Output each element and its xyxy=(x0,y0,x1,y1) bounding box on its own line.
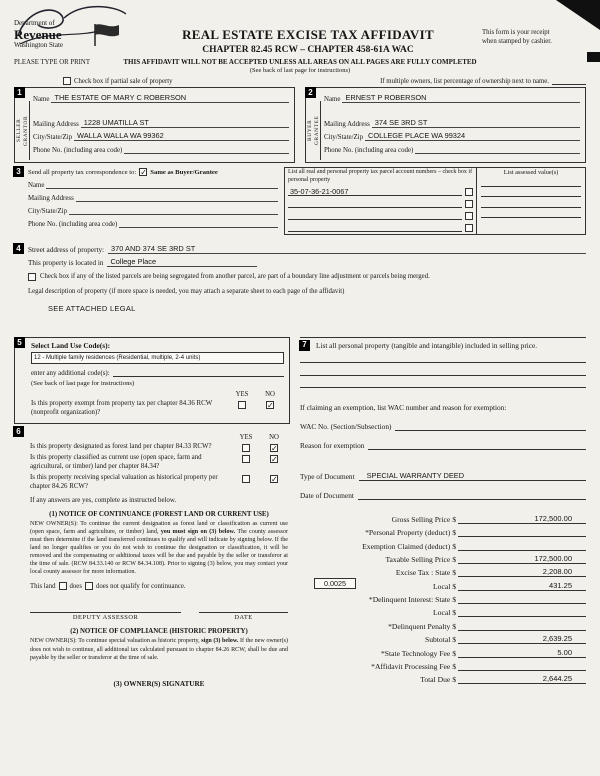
assessed-value-field-1[interactable] xyxy=(481,176,581,187)
receipt-line-1: This form is your receipt xyxy=(482,29,550,36)
multiple-owners-note: If multiple owners, list percentage of ownership next to name. xyxy=(380,77,549,85)
lower-columns xyxy=(14,337,586,688)
document-date-label: Date of Document xyxy=(300,491,354,501)
money-row-label: Local $ xyxy=(433,581,456,591)
wac-number-field[interactable] xyxy=(395,421,586,431)
street-address-label: Street address of property: xyxy=(28,246,105,254)
buyer-name-label: Name xyxy=(324,96,341,103)
parcel-number-field-3[interactable] xyxy=(288,211,462,221)
seller-csz-value: WALLA WALLA WA 99362 xyxy=(74,131,289,141)
historic-no-checkbox[interactable]: ✓ xyxy=(271,474,278,484)
partial-sale-row xyxy=(14,77,586,85)
yes-header: YES xyxy=(235,391,249,398)
same-as-buyer-label: Same as Buyer/Grantee xyxy=(150,168,218,176)
seller-address-label: Mailing Address xyxy=(33,121,79,128)
partial-sale-label: Check box if partial sale of property xyxy=(74,77,173,85)
section-7-number: 7 xyxy=(299,340,310,351)
money-row xyxy=(300,537,586,550)
left-column xyxy=(14,337,290,688)
money-row-value: 172,500.00 xyxy=(458,513,586,524)
money-row xyxy=(300,671,586,684)
money-row-value[interactable] xyxy=(458,526,586,537)
parcel-column xyxy=(285,168,477,234)
land-use-code-field[interactable]: 12 - Multiple family residences (Residential, multiple, 2-4 units) xyxy=(31,352,284,364)
correspondence-address-field[interactable] xyxy=(76,192,278,202)
money-row xyxy=(300,524,586,537)
deputy-assessor-label: DEPUTY ASSESSOR xyxy=(72,614,139,622)
document-date-field[interactable] xyxy=(358,490,586,500)
section-1-number: 1 xyxy=(14,87,25,98)
section-5-number: 5 xyxy=(14,337,25,348)
money-row-label: Excise Tax : State $ xyxy=(395,568,456,578)
buyer-phone-field[interactable] xyxy=(415,144,580,154)
segregated-checkbox[interactable] xyxy=(28,273,36,281)
does-not-qualify-checkbox[interactable] xyxy=(85,582,93,590)
notice-continuance-body: NEW OWNER(S): To continue the current designation as forest land or classification as current use (open space, farm and agriculture, or timber) land, you must sign on (3) below. The county assessor must then determine if the land transferred continues to qualify and will indicate by signing below. If the land no longer qualifies or you do not wish to continue the designation or classification, it will be removed and the compensating or additional taxes will be due and payable by the seller or transferor at the time of sale. (RCW 84.33.140 or RCW 84.34.108). Prior to signing (3) below, you may contact your local county assessor for more information. xyxy=(30,520,289,576)
this-land-label: This land xyxy=(30,582,56,590)
buyer-csz-value: COLLEGE PLACE WA 99324 xyxy=(365,131,580,141)
money-row xyxy=(300,564,586,577)
wac-number-label: WAC No. (Section/Subsection) xyxy=(300,422,392,432)
money-row xyxy=(300,604,586,617)
money-row-value[interactable] xyxy=(458,540,586,551)
historic-yes-checkbox[interactable] xyxy=(242,475,250,483)
section-3-number: 3 xyxy=(13,166,24,177)
buyer-address-label: Mailing Address xyxy=(324,121,370,128)
legal-description-value: SEE ATTACHED LEGAL xyxy=(48,304,136,313)
money-row xyxy=(300,631,586,644)
money-row xyxy=(300,551,586,564)
money-row xyxy=(300,577,586,590)
money-row-value: 5.00 xyxy=(458,647,586,658)
correspondence-name-label: Name xyxy=(28,182,45,189)
send-correspondence-label: Send all property tax correspondence to: xyxy=(28,168,137,176)
chapter-line: CHAPTER 82.45 RCW – CHAPTER 458-61A WAC xyxy=(202,45,414,55)
correspondence-csz-label: City/State/Zip xyxy=(28,208,68,215)
seller-grantor-vertical-label: SELLER GRANTOR xyxy=(16,101,30,160)
parcel-number-field-2[interactable] xyxy=(288,199,462,209)
seller-name-value: THE ESTATE OF MARY C ROBERSON xyxy=(51,93,289,103)
money-row-label: Total Due $ xyxy=(420,675,456,685)
money-row-label: *Delinquent Penalty $ xyxy=(388,621,456,631)
personal-property-field-2[interactable] xyxy=(300,363,586,376)
buyer-phone-label: Phone No. (including area code) xyxy=(324,147,414,154)
money-row-value[interactable] xyxy=(458,660,586,671)
seller-phone-label: Phone No. (including area code) xyxy=(33,147,123,154)
document-type-label: Type of Document xyxy=(300,472,355,482)
land-use-section xyxy=(14,337,290,424)
money-row-label: Exemption Claimed (deduct) $ xyxy=(362,541,456,551)
property-address-section xyxy=(14,244,586,313)
notice-continuance-title: (1) NOTICE OF CONTINUANCE (FOREST LAND OR CURRENT USE) xyxy=(49,510,269,518)
owners-signature-heading: (3) OWNER(S) SIGNATURE xyxy=(113,679,205,688)
assessed-value-header: List assessed value(s) xyxy=(503,169,559,176)
seller-name-label: Name xyxy=(33,96,50,103)
money-table xyxy=(300,510,586,684)
assessor-signature-row xyxy=(30,603,288,621)
continuance-row xyxy=(30,582,288,590)
dor-logo xyxy=(14,20,134,50)
washington-state-label: Washington State xyxy=(14,40,64,49)
forest-yes-checkbox[interactable] xyxy=(242,444,250,452)
does-not-label: does not qualify for continuance. xyxy=(95,582,186,590)
forest-land-question: Is this property designated as forest land per chapter 84.33 RCW? xyxy=(30,442,212,450)
seller-csz-label: City/State/Zip xyxy=(33,134,73,141)
money-row-value: 431.25 xyxy=(458,580,586,591)
current-use-question: Is this property classified as current use (open space, farm and agricultural, or timber) land per chapter 84.34? xyxy=(30,453,202,470)
exempt-question: Is this property exempt from property tax per chapter 84.36 RCW (nonprofit organization)? xyxy=(31,400,213,416)
seller-address-value: 1228 UMATILLA ST xyxy=(81,118,289,128)
money-row-value: 2,639.25 xyxy=(458,633,586,644)
no-header-2: NO xyxy=(269,433,279,441)
exemption-note: If claiming an exemption, list WAC number and reason for exemption: xyxy=(300,403,507,413)
money-row-label: *Affidavit Processing Fee $ xyxy=(371,662,456,672)
exemption-reason-field[interactable] xyxy=(368,440,586,450)
personal-property-checkbox-1[interactable] xyxy=(465,188,473,196)
additional-codes-label: enter any additional code(s): xyxy=(31,370,110,377)
money-row-label: Subtotal $ xyxy=(424,635,456,645)
money-row-label: Taxable Selling Price $ xyxy=(385,554,456,564)
percentage-field[interactable] xyxy=(552,77,586,85)
legal-description-label: Legal description of property (if more space is needed, you may attach a separate sheet to each page of the affidavit) xyxy=(28,288,345,295)
assessor-date-field[interactable] xyxy=(199,603,288,613)
money-row-value: 2,208.00 xyxy=(458,566,586,577)
historic-question: Is this property receiving special valuation as historical property per chapter 84.26 RCW? xyxy=(30,473,218,490)
does-qualify-checkbox[interactable] xyxy=(59,582,67,590)
correspondence-phone-label: Phone No. (including area code) xyxy=(28,221,118,228)
local-rate-box: 0.0025 xyxy=(314,578,356,589)
exempt-yes-checkbox[interactable] xyxy=(238,401,246,409)
revenue-label: Revenue xyxy=(14,26,62,42)
please-type-label: PLEASE TYPE OR PRINT xyxy=(14,59,90,66)
warning-text: THIS AFFIDAVIT WILL NOT BE ACCEPTED UNLESS ALL AREAS ON ALL PAGES ARE FULLY COMPLETED xyxy=(123,58,477,66)
correspondence-phone-field[interactable] xyxy=(119,218,278,228)
money-row-label: Gross Selling Price $ xyxy=(391,514,456,524)
tax-correspondence-section xyxy=(14,167,586,235)
correspondence-name-field[interactable] xyxy=(46,179,278,189)
money-row xyxy=(300,510,586,523)
land-use-title: Select Land Use Code(s): xyxy=(31,341,111,350)
correspondence-address-label: Mailing Address xyxy=(28,195,74,202)
if-yes-note: If any answers are yes, complete as instructed below. xyxy=(30,496,177,504)
assessed-value-field-3[interactable] xyxy=(481,197,581,208)
money-row-label: *Delinquent Interest: State $ xyxy=(368,595,456,605)
assessed-value-column xyxy=(477,168,585,234)
money-row-label: *Personal Property (deduct) $ xyxy=(365,528,456,538)
current-use-no-checkbox[interactable]: ✓ xyxy=(271,454,278,464)
personal-property-header xyxy=(300,341,586,351)
located-in-label: This property is located in xyxy=(28,259,104,267)
buyer-grantee-box xyxy=(305,87,586,163)
warning-row xyxy=(0,58,600,66)
personal-property-checkbox-4[interactable] xyxy=(465,224,473,232)
parcel-number-field-4[interactable] xyxy=(288,223,462,233)
money-row-value[interactable] xyxy=(458,620,586,631)
money-row-label: *State Technology Fee $ xyxy=(380,648,456,658)
financial-section xyxy=(300,337,586,684)
money-row xyxy=(300,617,586,630)
buyer-address-value: 374 SE 3RD ST xyxy=(372,118,580,128)
personal-property-title: List all personal property (tangible and intangible) included in selling price. xyxy=(316,341,538,350)
exempt-no-checkbox[interactable]: ✓ xyxy=(267,401,274,410)
notice-compliance-title: (2) NOTICE OF COMPLIANCE (HISTORIC PROPERTY) xyxy=(70,628,248,636)
money-row xyxy=(300,591,586,604)
seller-grantor-box xyxy=(14,87,295,163)
money-row-value: 2,644.25 xyxy=(458,673,586,684)
seller-phone-field[interactable] xyxy=(124,144,289,154)
scan-corner-artifact xyxy=(556,0,600,30)
does-label: does xyxy=(69,582,82,590)
see-back-note-2: (See back of last page for instructions) xyxy=(31,380,135,387)
assessed-value-field-4[interactable] xyxy=(481,208,581,219)
correspondence-csz-field[interactable] xyxy=(69,205,278,215)
money-row-label: Local $ xyxy=(433,608,456,618)
date-label: DATE xyxy=(234,614,253,622)
money-row-value[interactable] xyxy=(458,593,586,604)
money-row-value: 172,500.00 xyxy=(458,553,586,564)
document-type-value: SPECIAL WARRANTY DEED xyxy=(359,471,586,481)
segregated-label: Check box if any of the listed parcels are being segregated from another parcel, are part of a boundary line adjustment or parcels being merged. xyxy=(40,273,430,280)
dor-flag-icon xyxy=(92,22,122,48)
buyer-csz-label: City/State/Zip xyxy=(324,134,364,141)
personal-property-checkbox-2[interactable] xyxy=(465,200,473,208)
yes-header-2: YES xyxy=(239,433,253,441)
classification-section xyxy=(14,427,290,688)
dept-of-label: Department of xyxy=(14,19,55,27)
receipt-line-2: when stamped by cashier. xyxy=(482,37,552,45)
see-back-note: (See back of last page for instructions) xyxy=(249,67,351,74)
current-use-yes-checkbox[interactable] xyxy=(242,455,250,463)
money-row-value[interactable] xyxy=(458,606,586,617)
section-2-number: 2 xyxy=(305,87,316,98)
additional-codes-field[interactable] xyxy=(113,368,284,377)
exemption-reason-label: Reason for exemption xyxy=(300,441,365,451)
correspondence-column xyxy=(14,167,284,235)
form-title: REAL ESTATE EXCISE TAX AFFIDAVIT xyxy=(182,27,434,42)
personal-property-checkbox-3[interactable] xyxy=(465,212,473,220)
forest-no-checkbox[interactable]: ✓ xyxy=(271,443,278,453)
money-row xyxy=(300,644,586,657)
parcel-assessed-box xyxy=(284,167,586,235)
partial-sale-checkbox[interactable] xyxy=(63,77,71,85)
parcel-number-value: 35-07-36-21-0067 xyxy=(288,187,462,197)
street-address-value: 370 AND 374 SE 3RD ST xyxy=(108,244,586,254)
buyer-grantee-vertical-label: BUYER GRANTEE xyxy=(307,101,321,160)
deputy-assessor-signature-field[interactable] xyxy=(30,603,181,613)
same-as-buyer-checkbox[interactable]: ✓ xyxy=(140,168,147,177)
money-row xyxy=(300,658,586,671)
property-city-value: College Place xyxy=(107,257,257,267)
title-block xyxy=(134,20,482,55)
parties-row xyxy=(14,87,586,163)
section-4-number: 4 xyxy=(13,243,24,254)
personal-property-field-3[interactable] xyxy=(300,376,586,389)
no-header: NO xyxy=(265,391,275,398)
notice-compliance-body: NEW OWNER(S): To continue special valuation as historic property, sign (3) below. If the new owner(s) does not wish to continue, all additional tax calculated pursuant to chapter 84.26 RCW, shall be due and payable by the seller or transferor at the time of sale. xyxy=(30,638,289,661)
personal-property-field-1[interactable] xyxy=(300,351,586,364)
assessed-value-field-2[interactable] xyxy=(481,187,581,198)
section-6-number: 6 xyxy=(13,426,24,437)
parcel-header: List all real and personal property tax parcel account numbers – check box if personal property xyxy=(288,169,473,183)
buyer-name-value: ERNEST P ROBERSON xyxy=(342,93,580,103)
